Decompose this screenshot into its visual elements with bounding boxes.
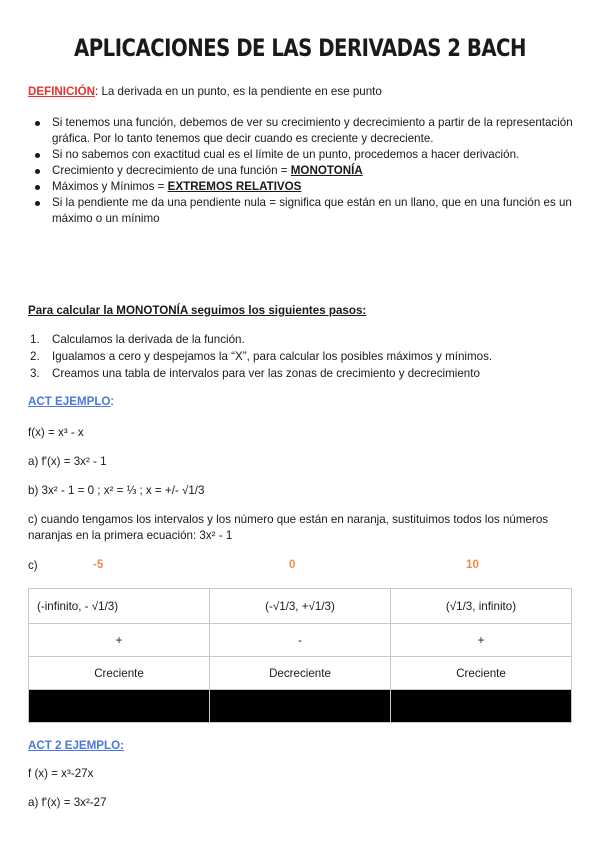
act1-heading (28, 394, 114, 410)
table-cell: Creciente (391, 657, 572, 690)
table-cell (391, 690, 572, 723)
act2-derivative: a) f'(x) = 3x²-27 (28, 796, 107, 809)
table-cell (29, 690, 210, 723)
step-number: 3. (30, 367, 40, 380)
table-row (29, 589, 572, 624)
list-item (28, 147, 573, 163)
list-item (30, 348, 575, 365)
step-text: Creamos una tabla de intervalos para ver las zonas de crecimiento y decrecimiento (52, 367, 480, 380)
act1-derivative: a) f'(x) = 3x² - 1 (28, 455, 107, 468)
test-value: -5 (93, 558, 104, 571)
test-value: 0 (289, 558, 296, 571)
page-title: APLICACIONES DE LAS DERIVADAS 2 BACH (73, 34, 526, 62)
table-cell: (-infinito, - √1/3) (29, 589, 210, 624)
act1-function: f(x) = x³ - x (28, 426, 84, 439)
act1-suffix: : (110, 395, 114, 408)
bullet-text: Si tenemos una función, debemos de ver su crecimiento y decrecimiento a partir de la representación gráfica. Por lo tanto tenemos que decir cuando es creciente y decreciente. (52, 116, 573, 145)
table-cell: + (29, 624, 210, 657)
list-item (30, 331, 575, 348)
monotonia-heading: Para calcular la MONOTONÍA seguimos los siguientes pasos: (28, 304, 367, 317)
table-cell: Creciente (29, 657, 210, 690)
act1-c-label: c) (28, 559, 38, 572)
definition-text: : La derivada en un punto, es la pendiente en ese punto (95, 85, 382, 98)
table-row (29, 657, 572, 690)
step-number: 1. (30, 333, 40, 346)
table-cell: + (391, 624, 572, 657)
step-number: 2. (30, 350, 40, 363)
list-item (28, 163, 573, 179)
list-item (30, 365, 575, 382)
act2-label: ACT 2 EJEMPLO: (28, 739, 124, 752)
bullet-list (28, 115, 573, 227)
bullet-text: Si no sabemos con exactitud cual es el límite de un punto, procedemos a hacer derivación. (52, 148, 520, 161)
table-row (29, 690, 572, 723)
table-row (29, 624, 572, 657)
act1-equation: b) 3x² - 1 = 0 ; x² = ⅓ ; x = +/- √1/3 (28, 484, 205, 497)
definition-line (28, 84, 382, 100)
steps-list (30, 331, 575, 382)
definition-label: DEFINICIÓN (28, 85, 95, 98)
bullet-text: Máximos y Mínimos = (52, 180, 168, 193)
step-text: Igualamos a cero y despejamos la “X”, para calcular los posibles máximos y mínimos. (52, 350, 493, 363)
monotonia-term: MONOTONÍA (290, 164, 363, 177)
bullet-text: Si la pendiente me da una pendiente nula = significa que están en un llano, que en una función es un máximo o un mínimo (52, 196, 572, 225)
list-item (28, 195, 573, 227)
table-cell: - (210, 624, 391, 657)
step-text: Calculamos la derivada de la función. (52, 333, 245, 346)
test-value: 10 (466, 558, 479, 571)
table-cell: (√1/3, infinito) (391, 589, 572, 624)
bullet-text: Crecimiento y decrecimiento de una función = (52, 164, 291, 177)
list-item (28, 179, 573, 195)
table-cell: Decreciente (210, 657, 391, 690)
act2-function: f (x) = x³-27x (28, 767, 94, 780)
act1-label: ACT EJEMPLO (28, 395, 111, 408)
list-item (28, 115, 573, 147)
intervals-table (28, 588, 572, 723)
act1-c-text: c) cuando tengamos los intervalos y los número que están en naranja, sustituimos todos los números naranjas en la primera ecuación: 3x² - 1 (28, 513, 549, 542)
table-cell (210, 690, 391, 723)
extremos-term: EXTREMOS RELATIVOS (167, 180, 302, 193)
table-cell: (-√1/3, +√1/3) (210, 589, 391, 624)
